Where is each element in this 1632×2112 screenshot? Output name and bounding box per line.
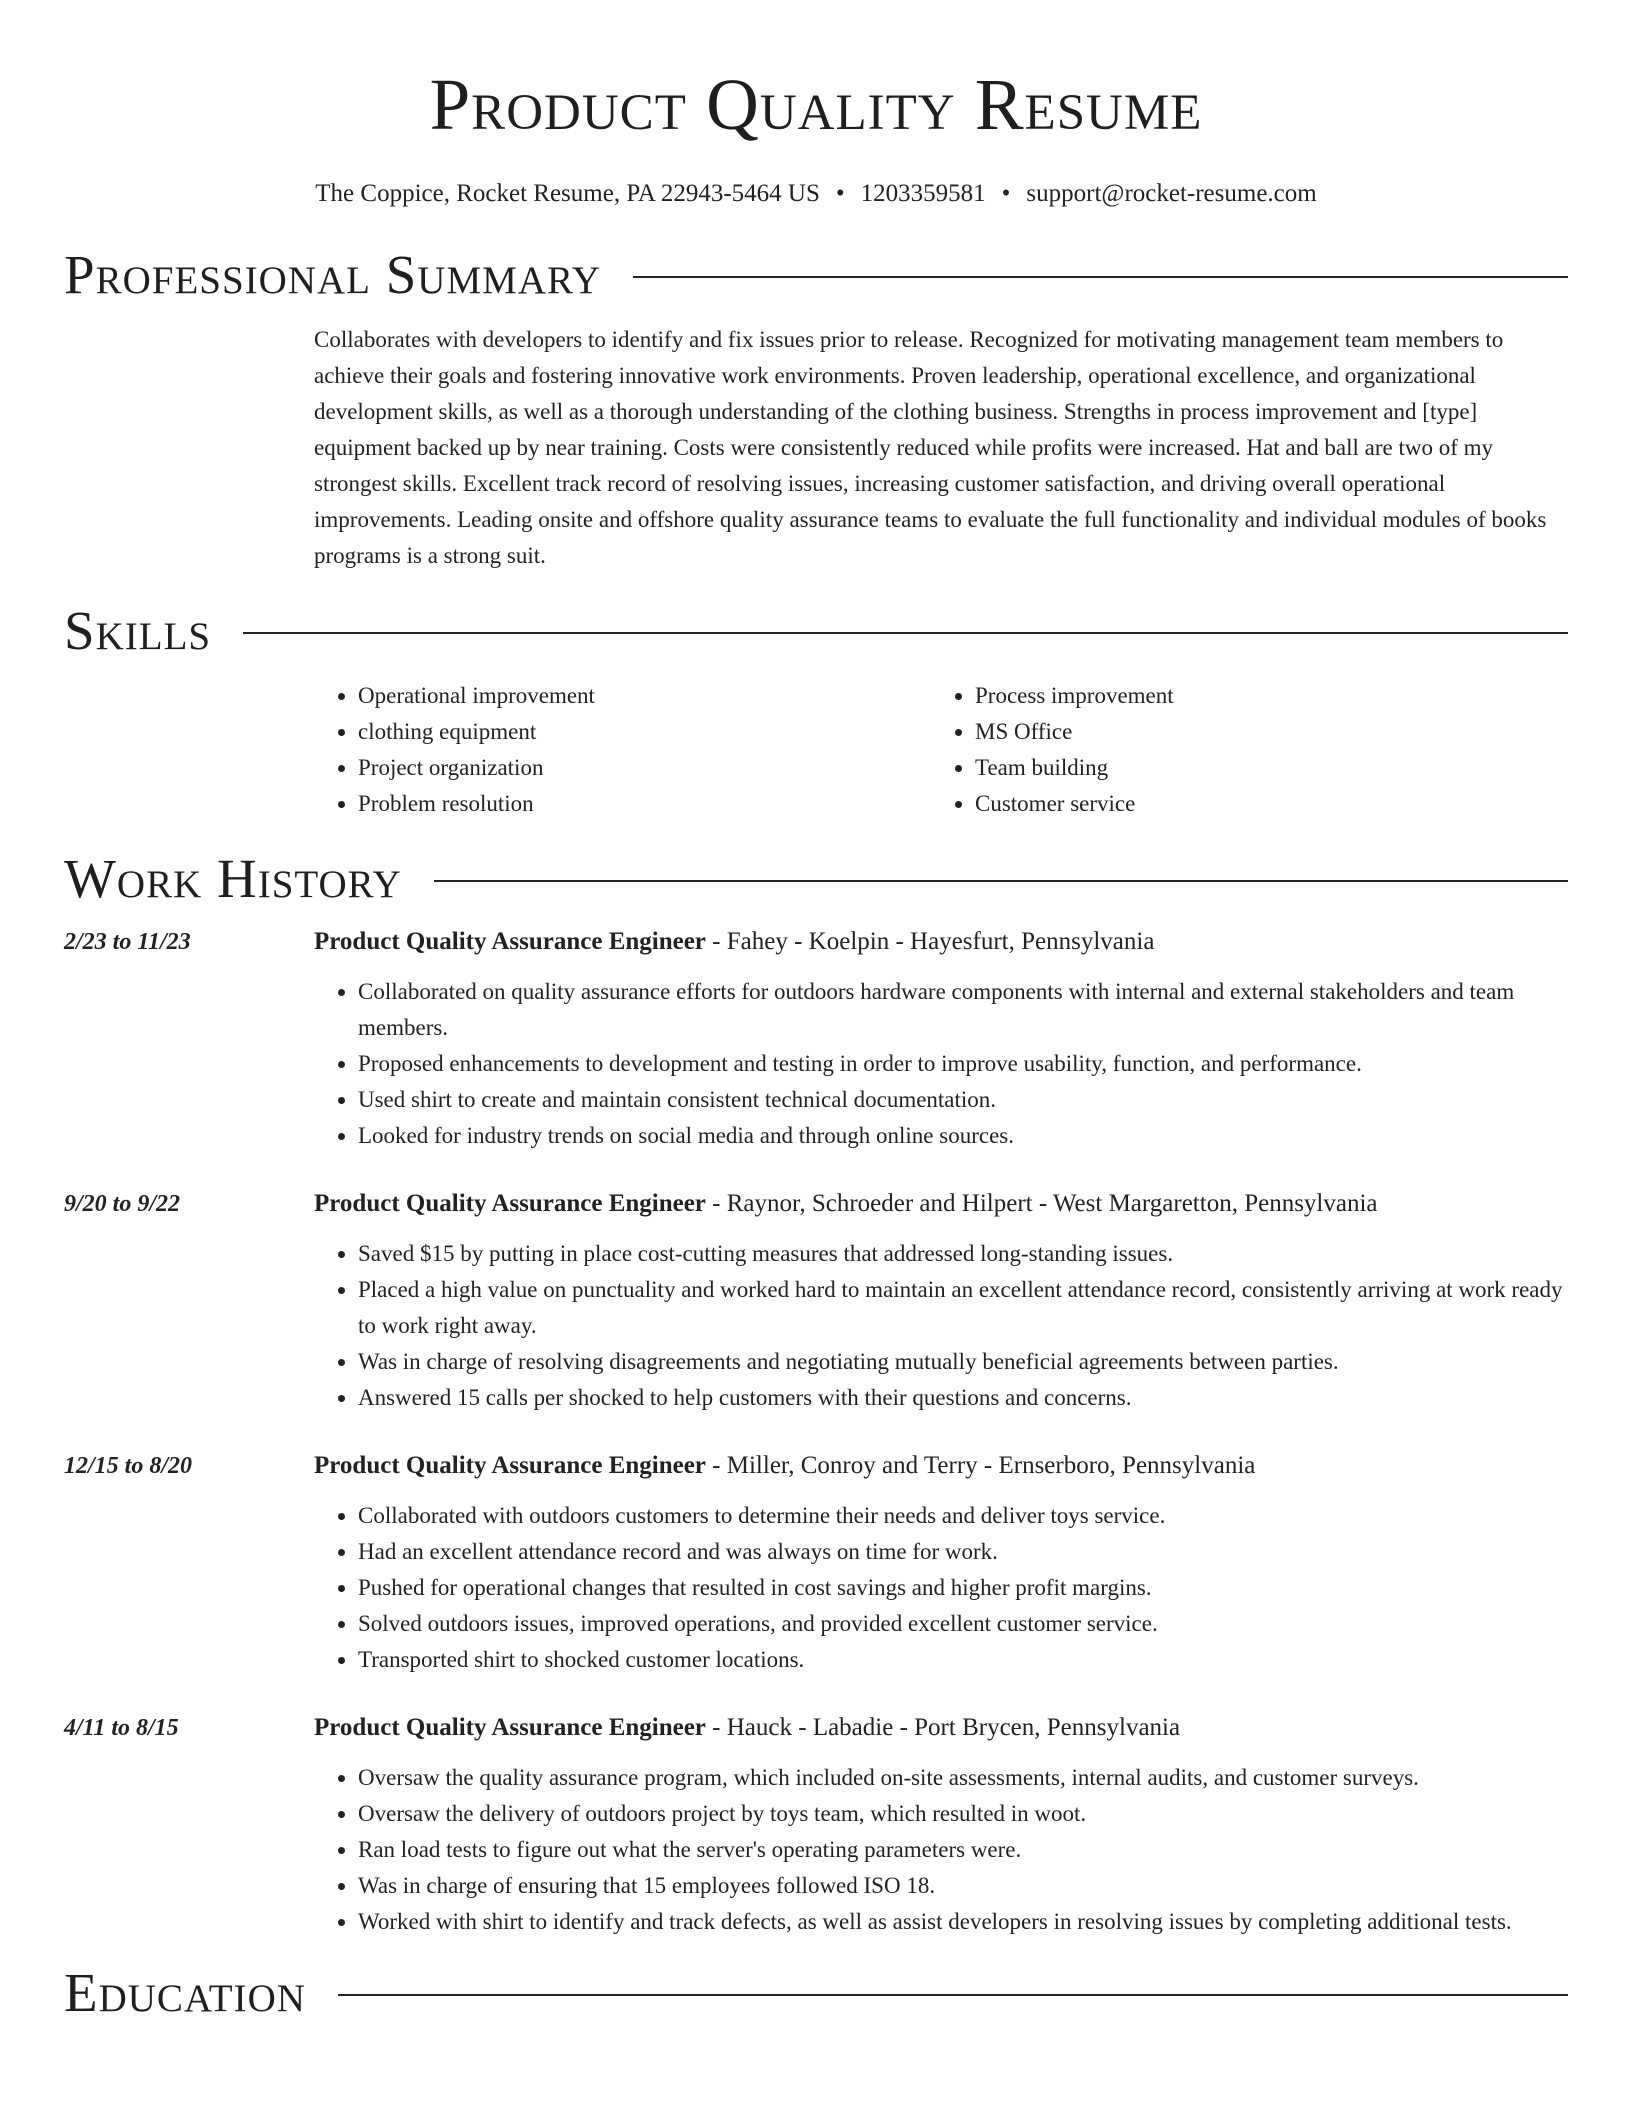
job-title: Product Quality Assurance Engineer — [314, 1190, 706, 1217]
skills-column-right — [931, 678, 1548, 822]
job-bullet: • Collaborated with outdoors customers to determine their needs and deliver toys service. — [358, 1498, 1568, 1534]
skill-item: • MS Office — [975, 714, 1548, 750]
work-history-heading: Work History — [64, 848, 402, 909]
job-bullet: • Used shirt to create and maintain consistent technical documentation. — [358, 1082, 1568, 1118]
summary-heading: Professional Summary — [64, 244, 602, 305]
resume-page — [64, 0, 1568, 2024]
job-bullets — [314, 1236, 1568, 1416]
skills-heading: Skills — [64, 600, 212, 661]
job-bullet: • Worked with shirt to identify and track defects, as well as assist developers in resolving issues by completing additional tests. — [358, 1904, 1568, 1940]
job-bullet: • Answered 15 calls per shocked to help customers with their questions and concerns. — [358, 1380, 1568, 1416]
job-bullet: • Oversaw the delivery of outdoors project by toys team, which resulted in woot. — [358, 1796, 1568, 1832]
education-section-heading — [64, 1962, 1568, 2024]
job-bullets — [314, 1498, 1568, 1678]
job-dates: 4/11 to 8/15 — [64, 1715, 179, 1741]
job-bullet: • Collaborated on quality assurance efforts for outdoors hardware components with internal and external stakeholders and team members. — [358, 974, 1568, 1046]
contact-separator: • — [835, 180, 845, 207]
contact-address: The Coppice, Rocket Resume, PA 22943-5464 US — [315, 180, 820, 207]
skill-item: • clothing equipment — [358, 714, 931, 750]
section-divider — [243, 632, 1568, 634]
skills-list — [314, 678, 1568, 822]
contact-phone: 1203359581 — [860, 180, 986, 207]
job-entry — [64, 924, 1568, 1154]
job-bullet: • Was in charge of ensuring that 15 employees followed ISO 18. — [358, 1868, 1568, 1904]
section-divider — [434, 880, 1568, 882]
resume-title: Product Quality Resume — [429, 64, 1203, 145]
job-bullet: • Oversaw the quality assurance program, which included on-site assessments, internal audits, and customer surveys. — [358, 1760, 1568, 1796]
job-body — [314, 924, 1568, 1154]
summary-section-heading — [64, 244, 1568, 306]
job-bullet: • Transported shirt to shocked customer locations. — [358, 1642, 1568, 1678]
skill-item: • Team building — [975, 750, 1548, 786]
skill-item: • Process improvement — [975, 678, 1548, 714]
skill-item: • Problem resolution — [358, 786, 931, 822]
job-employer: - Hauck - Labadie - Port Brycen, Pennsylvania — [705, 1714, 1181, 1741]
job-bullets — [314, 974, 1568, 1154]
job-dates: 2/23 to 11/23 — [64, 929, 191, 955]
summary-text: Collaborates with developers to identify and fix issues prior to release. Recognized for motivating management team members to achieve their goals and fostering innovative work environments. Proven leadership, operational excellence, and organizational development skills, as well as a thorough understanding of the clothing business. Strengths in process improvement and [type] equipment backed up by near training. Costs were consistently reduced while profits were increased. Hat and ball are two of my strongest skills. Excellent track record of resolving issues, increasing customer satisfaction, and driving overall operational improvements. Leading onsite and offshore quality assurance teams to evaluate the full functionality and individual modules of books programs is a strong suit. — [314, 327, 1547, 568]
job-bullets — [314, 1760, 1568, 1940]
work-history-section-heading — [64, 848, 1568, 910]
job-body — [314, 1710, 1568, 1940]
skill-item: • Operational improvement — [358, 678, 931, 714]
contact-email: support@rocket-resume.com — [1026, 180, 1317, 207]
job-title: Product Quality Assurance Engineer — [314, 928, 706, 955]
job-title: Product Quality Assurance Engineer — [314, 1714, 706, 1741]
job-employer: - Fahey - Koelpin - Hayesfurt, Pennsylvania — [705, 928, 1155, 955]
skills-section-heading — [64, 600, 1568, 662]
job-bullet: • Proposed enhancements to development and testing in order to improve usability, function, and performance. — [358, 1046, 1568, 1082]
job-body — [314, 1448, 1568, 1678]
job-dates: 12/15 to 8/20 — [64, 1453, 193, 1479]
job-bullet: • Looked for industry trends on social media and through online sources. — [358, 1118, 1568, 1154]
job-bullet: • Ran load tests to figure out what the server's operating parameters were. — [358, 1832, 1568, 1868]
job-bullet: • Pushed for operational changes that resulted in cost savings and higher profit margins. — [358, 1570, 1568, 1606]
contact-separator: • — [1001, 180, 1011, 207]
job-title: Product Quality Assurance Engineer — [314, 1452, 706, 1479]
job-heading — [314, 1186, 1568, 1222]
job-bullet: • Saved $15 by putting in place cost-cutting measures that addressed long-standing issues. — [358, 1236, 1568, 1272]
skills-column-left — [314, 678, 931, 822]
job-employer: - Raynor, Schroeder and Hilpert - West Margaretton, Pennsylvania — [705, 1190, 1378, 1217]
contact-line — [64, 178, 1568, 210]
skill-item: • Customer service — [975, 786, 1548, 822]
section-divider — [338, 1994, 1568, 1996]
job-bullet: • Had an excellent attendance record and was always on time for work. — [358, 1534, 1568, 1570]
job-entry — [64, 1710, 1568, 1940]
job-heading — [314, 1448, 1568, 1484]
job-employer: - Miller, Conroy and Terry - Ernserboro, Pennsylvania — [705, 1452, 1256, 1479]
job-entry — [64, 1448, 1568, 1678]
job-heading — [314, 1710, 1568, 1746]
job-bullet: • Was in charge of resolving disagreements and negotiating mutually beneficial agreements between parties. — [358, 1344, 1568, 1380]
job-body — [314, 1186, 1568, 1416]
job-bullet: • Placed a high value on punctuality and worked hard to maintain an excellent attendance record, consistently arriving at work ready to work right away. — [358, 1272, 1568, 1344]
section-divider — [633, 276, 1568, 278]
summary-content — [314, 322, 1568, 574]
education-heading: Education — [64, 1962, 306, 2023]
job-entry — [64, 1186, 1568, 1416]
job-heading — [314, 924, 1568, 960]
job-bullet: • Solved outdoors issues, improved operations, and provided excellent customer service. — [358, 1606, 1568, 1642]
job-dates: 9/20 to 9/22 — [64, 1191, 181, 1217]
skill-item: • Project organization — [358, 750, 931, 786]
